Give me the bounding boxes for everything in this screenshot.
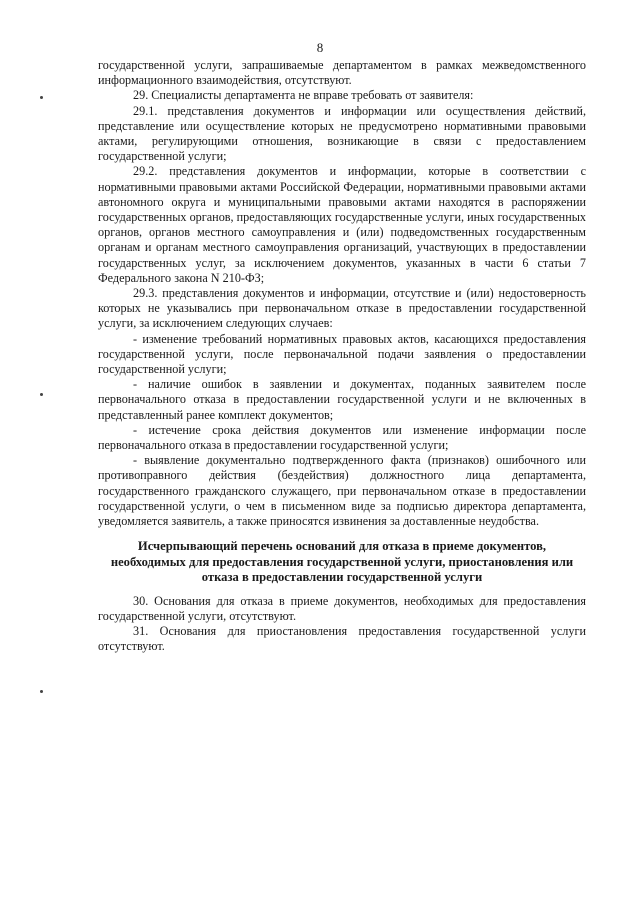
list-item: - наличие ошибок в заявлении и документах, поданных заявителем после первоначального отказа в предоставлении государственной услуги и не включенных в представленный ранее комплект документов;: [98, 377, 586, 422]
list-item: - истечение срока действия документов или изменение информации после первоначального отказа в предоставлении государственной услуги;: [98, 422, 586, 453]
paragraph-29-2: 29.2. представления документов и информации, которые в соответствии с нормативными правовыми актами Российской Федерации, нормативными правовыми актами автономного округа и муниципальными правовыми актами находятся в распоряжении государственных органов, предоставляющих государственные услуги, иных государственных органов, органов местного самоуправления и (или) подведомственных государственным органам и органам местного самоуправления организаций, участвующих в предоставлении государственных услуг, за исключением документов, указанных в части 6 статьи 7 Федерального закона N 210-ФЗ;: [98, 164, 586, 285]
paragraph-29-3: 29.3. представления документов и информации, отсутствие и (или) недостоверность которых не указывались при первоначальном отказе в предоставлении государственной услуги, за исключением следующих случаев:: [98, 286, 586, 331]
document-body: [98, 58, 586, 654]
paragraph-31: 31. Основания для приостановления предоставления государственной услуги отсутствуют.: [98, 623, 586, 654]
margin-mark: [40, 393, 43, 396]
section-heading: Исчерпывающий перечень оснований для отказа в приеме документов, необходимых для предоставления государственной услуги, приостановления или отказа в предоставлении государственной услуги: [110, 539, 574, 585]
paragraph-29-1: 29.1. представления документов и информации или осуществления действий, представление или осуществление которых не предусмотрено нормативными правовыми актами, регулирующими отношения, возникающие в связи с предоставлением государственной услуги;: [98, 103, 586, 164]
page-number: 8: [316, 40, 324, 55]
margin-mark: [40, 96, 43, 99]
paragraph-29: 29. Специалисты департамента не вправе требовать от заявителя:: [133, 88, 474, 103]
paragraph-30: 30. Основания для отказа в приеме документов, необходимых для предоставления государственной услуги, отсутствуют.: [98, 593, 586, 623]
list-item: - выявление документально подтвержденного факта (признаков) ошибочного или противоправного действия (бездействия) должностного лица департамента, государственного гражданского служащего, при первоначальном отказе в предоставлении государственной услуги, о чем в письменном виде за подписью директора департамента, уведомляется заявитель, а также приносятся извинения за доставленные неудобства.: [98, 453, 586, 529]
paragraph-continuation: государственной услуги, запрашиваемые департаментом в рамках межведомственного информационного взаимодействия, отсутствуют.: [98, 58, 586, 88]
margin-mark: [40, 690, 43, 693]
list-item: - изменение требований нормативных правовых актов, касающихся предоставления государственной услуги, после первоначальной подачи заявления о предоставлении государственной услуги;: [98, 331, 586, 377]
